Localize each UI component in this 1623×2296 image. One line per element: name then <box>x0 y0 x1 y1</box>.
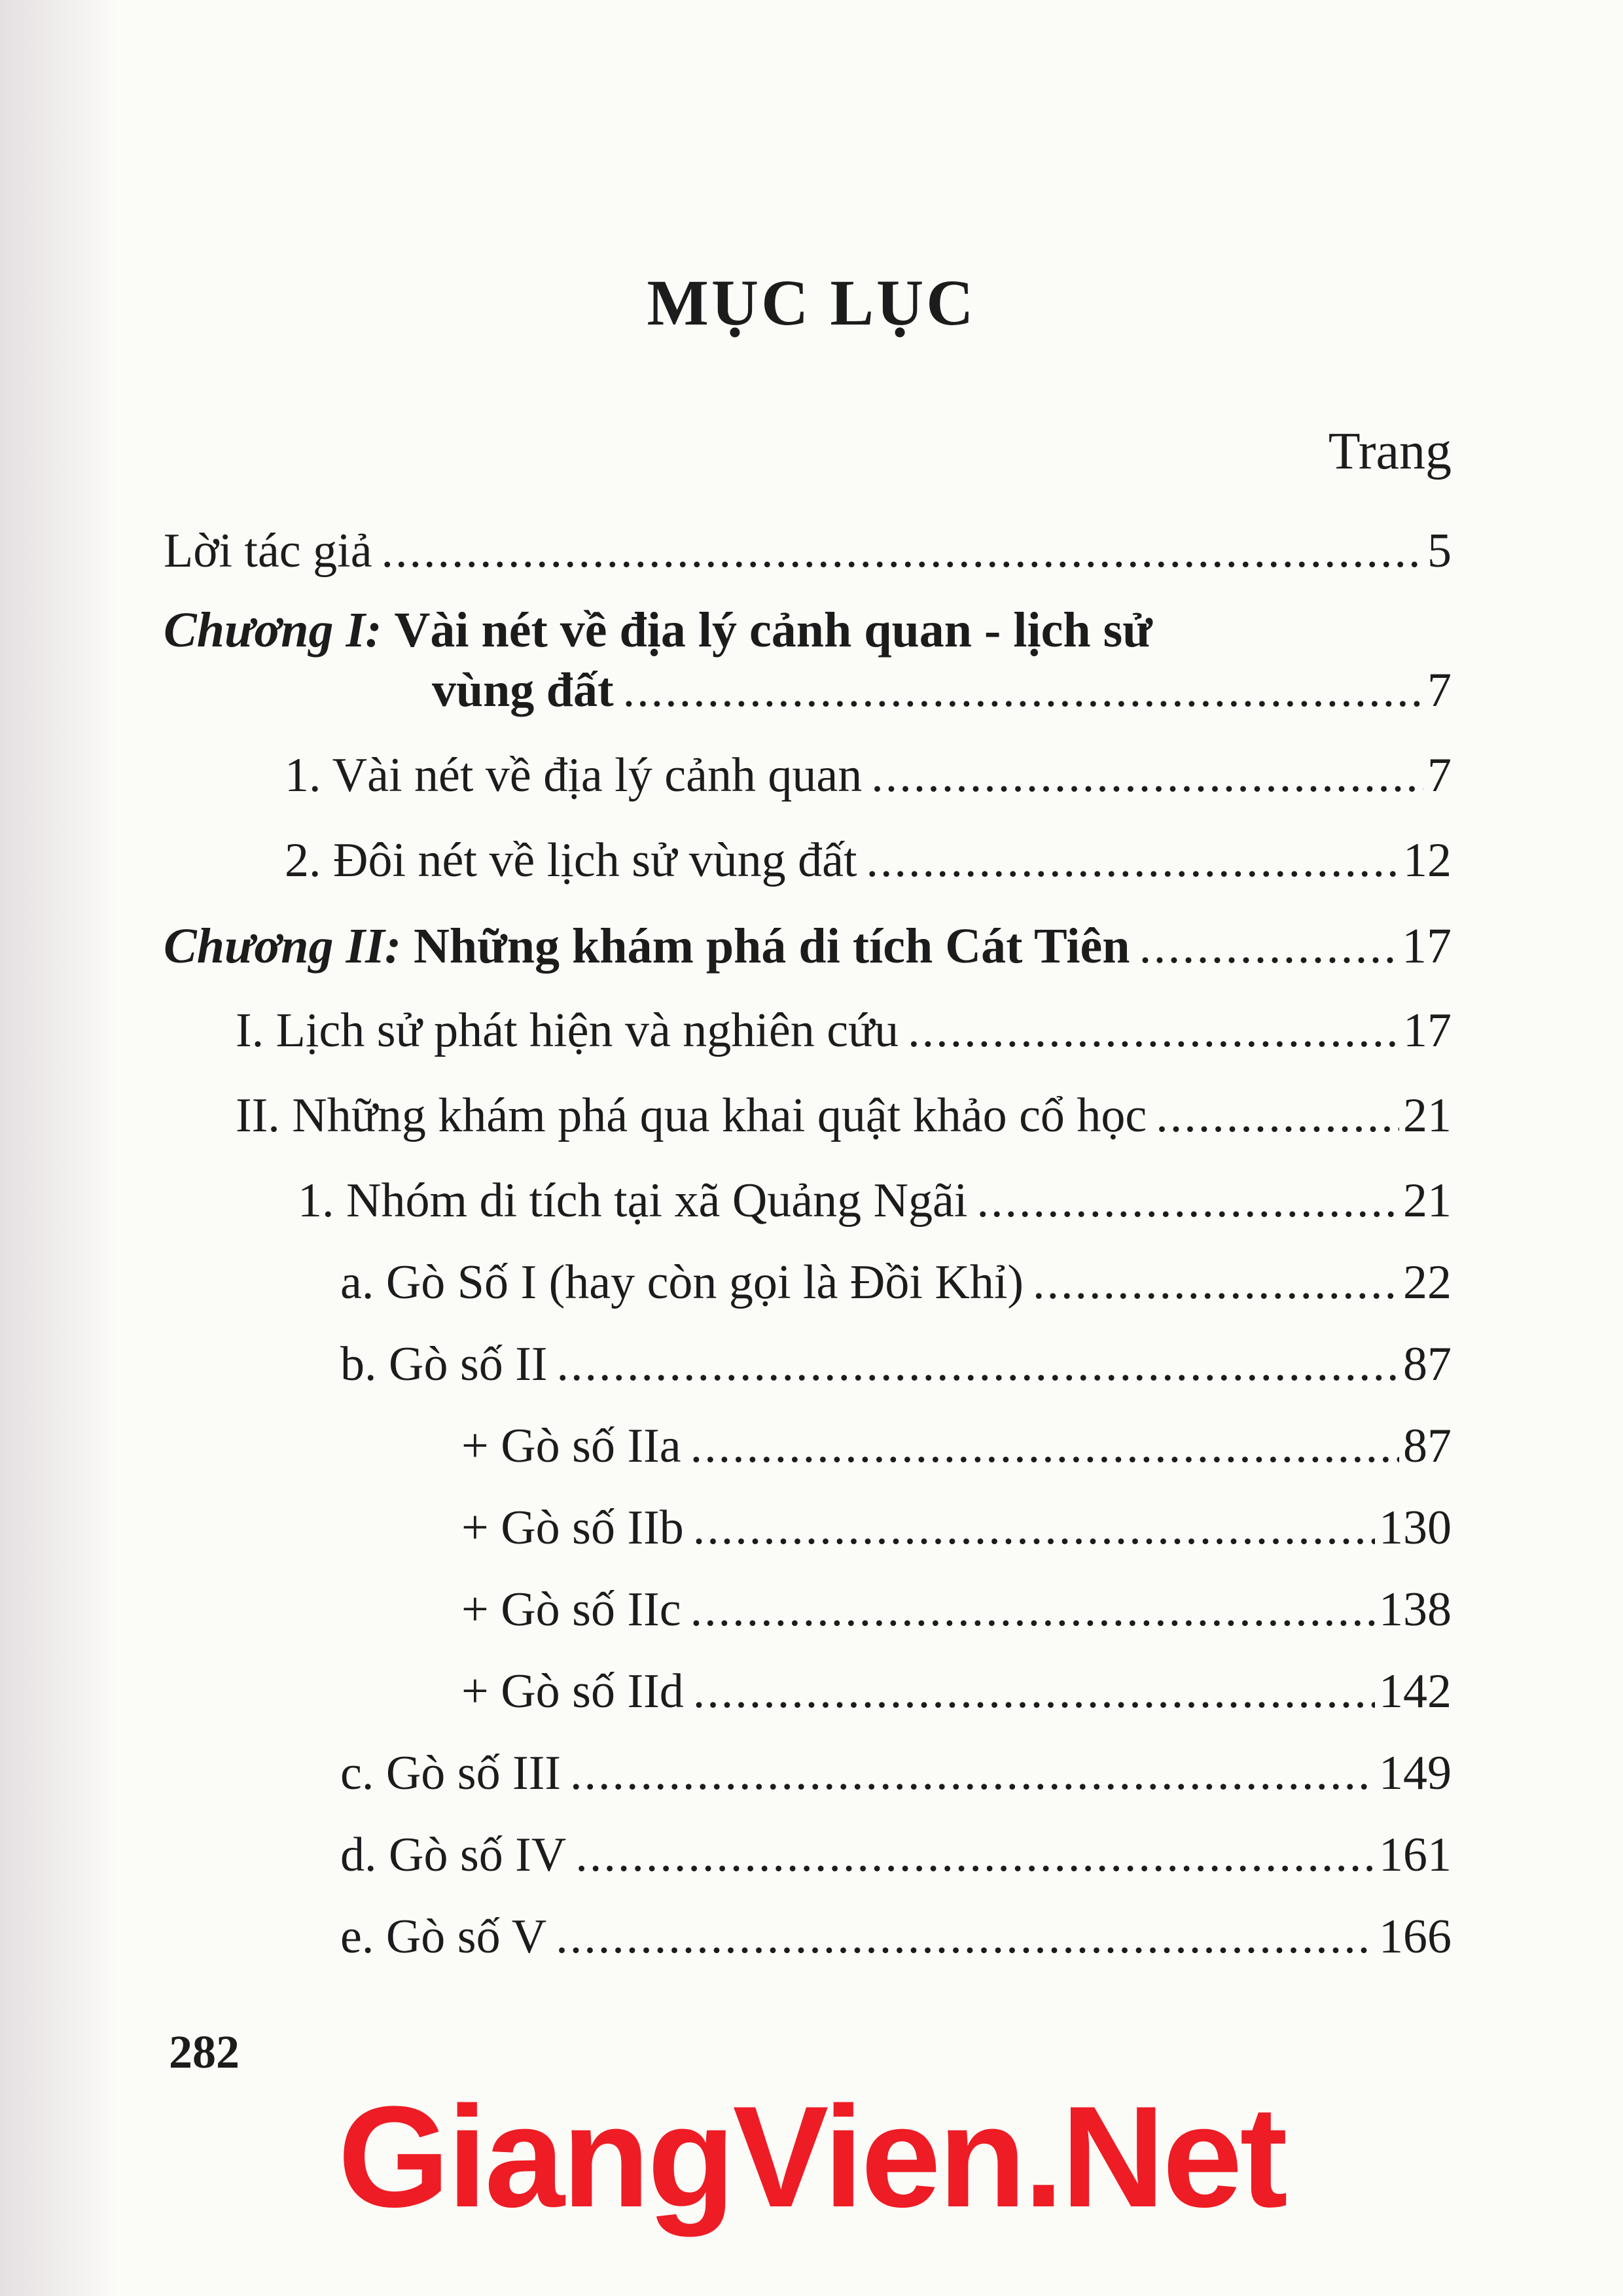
dot-leader <box>693 1667 1375 1716</box>
dot-leader <box>690 1585 1375 1634</box>
toc-entry-label: II. Những khám phá qua khai quật khảo cổ học <box>236 1089 1147 1142</box>
toc-entry-page: 22 <box>1403 1256 1452 1309</box>
toc-entry-page: 17 <box>1403 1004 1452 1057</box>
toc-entry-label: 1. Vài nét về địa lý cảnh quan <box>285 749 863 802</box>
toc-entry-c1-2[interactable] <box>285 836 1452 885</box>
toc-entry-b-b[interactable] <box>461 1501 1452 1555</box>
toc-entry-c[interactable] <box>340 1746 1452 1800</box>
toc-entry-label: Lời tác giả <box>164 524 372 578</box>
toc-entry-label: d. Gò số IV <box>340 1828 567 1882</box>
toc-entry-b-d[interactable] <box>461 1667 1452 1716</box>
dot-leader <box>693 1504 1375 1552</box>
dot-leader <box>556 1913 1375 1961</box>
dot-leader <box>976 1176 1399 1225</box>
toc-entry-chuong-1[interactable] <box>432 663 1452 717</box>
toc-entry-page: 87 <box>1403 1419 1452 1473</box>
dot-leader <box>1033 1258 1399 1307</box>
toc-entry-label: + Gò số IIb <box>461 1501 684 1555</box>
page-edge-shadow <box>0 0 118 2296</box>
chapter-title-line2: vùng đất <box>432 663 614 717</box>
dot-leader <box>382 527 1423 575</box>
toc-chapter-1-heading[interactable] <box>164 602 1152 659</box>
dot-leader <box>1139 921 1398 971</box>
chapter-title-line1: Vài nét về địa lý cảnh quan - lịch sử <box>394 603 1152 658</box>
toc-entry-loi-tac-gia[interactable] <box>164 524 1452 578</box>
toc-entry-page: 12 <box>1403 834 1452 887</box>
toc-entry-page: 161 <box>1379 1828 1452 1882</box>
toc-entry-page: 21 <box>1403 1174 1452 1227</box>
toc-entry-b-a[interactable] <box>461 1419 1452 1473</box>
toc-entry-c2-II-1[interactable] <box>298 1176 1452 1225</box>
toc-entry-label: + Gò số IIc <box>461 1583 681 1636</box>
toc-entry-b[interactable] <box>340 1337 1452 1391</box>
page-title: MỤC LỤC <box>647 266 976 339</box>
toc-entry-label: b. Gò số II <box>340 1337 548 1391</box>
toc-entry-label: + Gò số IId <box>461 1665 684 1718</box>
toc-entry-b-c[interactable] <box>461 1585 1452 1634</box>
dot-leader <box>908 1006 1399 1055</box>
dot-leader <box>690 1422 1399 1470</box>
toc-entry-label: c. Gò số III <box>340 1746 562 1800</box>
watermark-logo: GiangVien.Net <box>338 2076 1285 2237</box>
toc-entry-c2-I[interactable] <box>236 1006 1452 1055</box>
chapter-prefix: Chương II: <box>164 919 402 974</box>
chapter-prefix: Chương I: <box>164 603 382 658</box>
toc-entry-a[interactable] <box>340 1258 1452 1307</box>
dot-leader <box>866 836 1399 885</box>
dot-leader <box>1156 1091 1399 1140</box>
dot-leader <box>623 666 1423 715</box>
chapter-heading <box>164 919 1130 974</box>
toc-entry-c1-1[interactable] <box>285 751 1452 800</box>
toc-entry-page: 5 <box>1427 524 1452 578</box>
toc-entry-c2-II[interactable] <box>236 1091 1452 1140</box>
toc-entry-label: 1. Nhóm di tích tại xã Quảng Ngãi <box>298 1174 968 1227</box>
toc-entry-page: 21 <box>1403 1089 1452 1142</box>
dot-leader <box>871 751 1423 800</box>
toc-entry-e[interactable] <box>340 1910 1452 1964</box>
toc-entry-page: 130 <box>1379 1501 1452 1555</box>
toc-entry-page: 138 <box>1379 1583 1452 1636</box>
toc-entry-page: 149 <box>1379 1746 1452 1800</box>
toc-entry-label: e. Gò số V <box>340 1910 547 1964</box>
toc-entry-page: 7 <box>1427 663 1452 717</box>
toc-entry-label: 2. Đôi nét về lịch sử vùng đất <box>285 834 857 887</box>
toc-entry-page: 17 <box>1402 919 1452 974</box>
page-column-header: Trang <box>1328 423 1452 480</box>
toc-entry-page: 142 <box>1379 1665 1452 1718</box>
chapter-title: Những khám phá di tích Cát Tiên <box>414 919 1130 974</box>
dot-leader <box>575 1831 1375 1879</box>
toc-entry-page: 166 <box>1379 1910 1452 1964</box>
toc-entry-label: + Gò số IIa <box>461 1419 681 1473</box>
dot-leader <box>570 1749 1375 1797</box>
toc-entry-chuong-2[interactable] <box>164 919 1452 974</box>
toc-entry-page: 7 <box>1427 749 1452 802</box>
toc-entry-label: a. Gò Số I (hay còn gọi là Đồi Khỉ) <box>340 1256 1024 1309</box>
footer-page-number: 282 <box>169 2026 240 2078</box>
dot-leader <box>557 1340 1399 1388</box>
toc-entry-d[interactable] <box>340 1828 1452 1882</box>
toc-entry-page: 87 <box>1403 1337 1452 1391</box>
toc-entry-label: I. Lịch sử phát hiện và nghiên cứu <box>236 1004 899 1057</box>
